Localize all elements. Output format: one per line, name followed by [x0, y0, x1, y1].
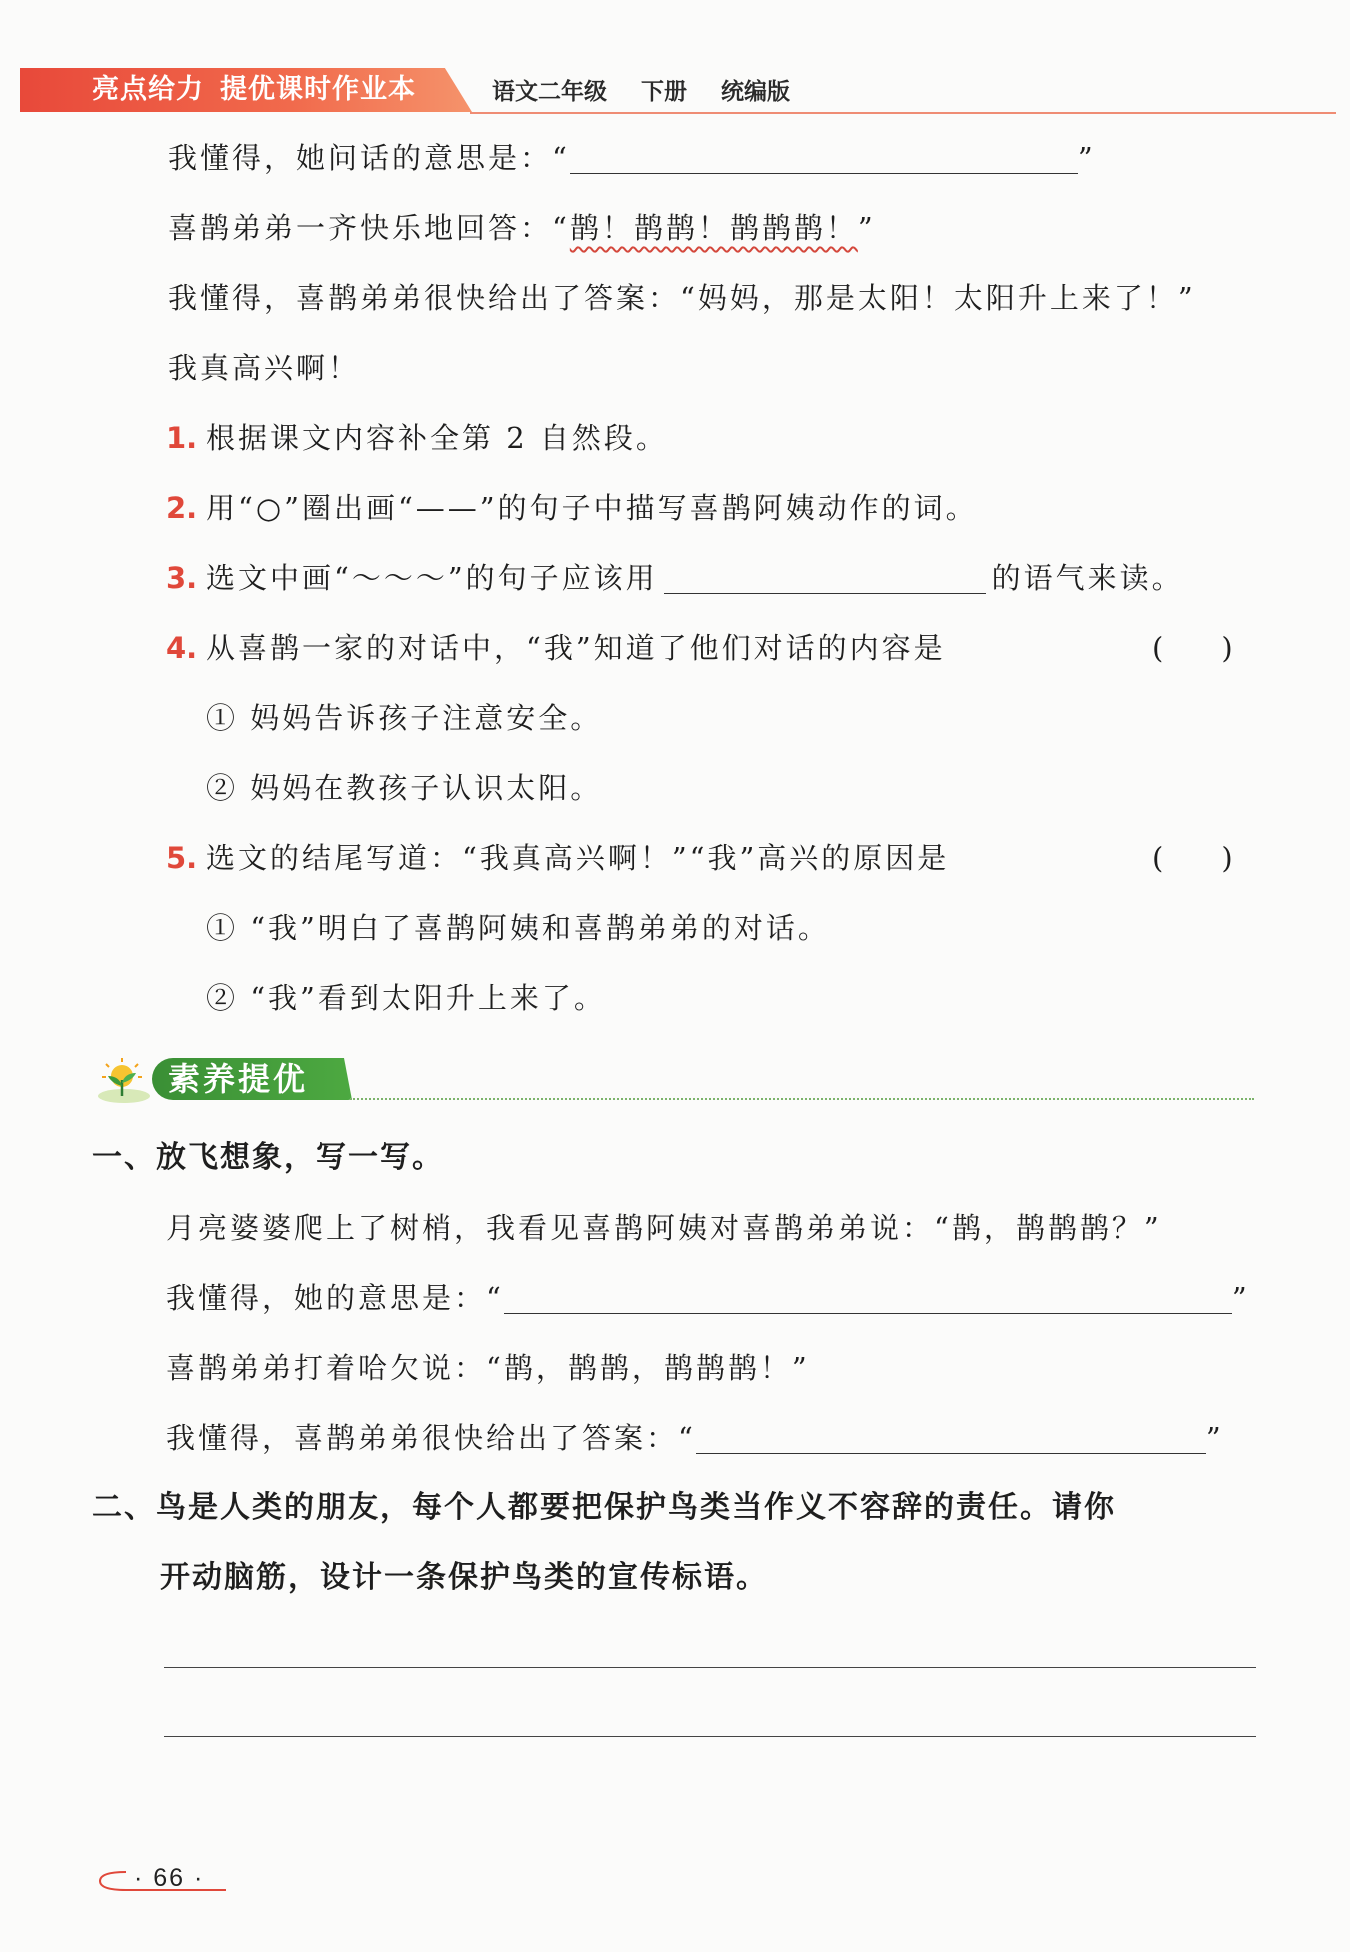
- option-5-1[interactable]: ① “我”明白了喜鹊阿姨和喜鹊弟弟的对话。: [206, 911, 830, 945]
- answer-blank[interactable]: [504, 1283, 1232, 1314]
- close-quote: ”: [1077, 141, 1096, 175]
- question-text: 根据课文内容补全第 2 自然段。: [206, 421, 668, 455]
- series-name: 提优课时作业本: [220, 74, 416, 105]
- question-text-end: 的语气来读。: [991, 561, 1184, 595]
- close-quote: ”: [1231, 1281, 1250, 1315]
- passage-line-2: [168, 206, 876, 250]
- answer-blank[interactable]: [696, 1423, 1206, 1454]
- part1-heading: 一、放飞想象，写一写。: [92, 1140, 444, 1175]
- answer-paren[interactable]: ( ): [1152, 631, 1233, 665]
- part2-heading-line-1: 二、鸟是人类的朋友，每个人都要把保护鸟类当作义不容辞的责任。请你: [92, 1490, 1116, 1525]
- part1-line-4: [166, 1416, 1224, 1460]
- wavy-underlined-sentence: 鹊！鹊鹊！鹊鹊鹊！: [569, 211, 858, 245]
- answer-blank[interactable]: [570, 143, 1078, 174]
- header-info: [492, 74, 816, 110]
- close-quote: ”: [857, 211, 876, 245]
- volume: 下册: [641, 79, 688, 105]
- question-5: [166, 836, 949, 880]
- subject-grade: 语文二年级: [492, 79, 607, 105]
- part1-line-2: [166, 1276, 1250, 1320]
- question-4: [166, 626, 946, 670]
- question-number: 3.: [166, 561, 198, 595]
- part1-line-3: 喜鹊弟弟打着哈欠说：“鹊，鹊鹊，鹊鹊鹊！”: [166, 1351, 810, 1385]
- passage-line-4: 我真高兴啊！: [168, 351, 361, 385]
- question-1: [166, 416, 668, 460]
- question-text: 选文中画“～～～”的句子应该用: [206, 561, 658, 595]
- passage-line-1-text: 我懂得，她问话的意思是：“: [168, 141, 570, 175]
- section-title: 素养提优: [168, 1060, 309, 1098]
- part1-line-1: 月亮婆婆爬上了树梢，我看见喜鹊阿姨对喜鹊弟弟说：“鹊，鹊鹊鹊？”: [166, 1211, 1162, 1245]
- option-5-2[interactable]: ② “我”看到太阳升上来了。: [206, 981, 606, 1015]
- part2-heading-line-2: 开动脑筋，设计一条保护鸟类的宣传标语。: [160, 1560, 768, 1595]
- answer-line-1[interactable]: [164, 1667, 1256, 1668]
- header-rule: [470, 112, 1336, 114]
- close-quote: ”: [1205, 1421, 1224, 1455]
- answer-blank[interactable]: [664, 563, 986, 594]
- question-number: 5.: [166, 841, 198, 875]
- part1-line-2-text: 我懂得，她的意思是：“: [166, 1281, 504, 1315]
- question-number: 2.: [166, 491, 198, 525]
- option-4-2[interactable]: ② 妈妈在教孩子认识太阳。: [206, 771, 603, 805]
- passage-line-1: [168, 136, 1096, 180]
- question-2: [166, 486, 978, 530]
- brand-name: 亮点给力: [92, 74, 204, 105]
- part1-line-4-text: 我懂得，喜鹊弟弟很快给出了答案：“: [166, 1421, 696, 1455]
- question-number: 1.: [166, 421, 198, 455]
- question-3: [166, 556, 1184, 600]
- passage-line-3: 我懂得，喜鹊弟弟很快给出了答案：“妈妈，那是太阳！太阳升上来了！”: [168, 281, 1196, 315]
- question-number: 4.: [166, 631, 198, 665]
- question-text: 用“○”圈出画“——”的句子中描写喜鹊阿姨动作的词。: [206, 491, 978, 525]
- answer-line-2[interactable]: [164, 1736, 1256, 1737]
- edition: 统编版: [721, 79, 791, 105]
- page-number: · 66 ·: [134, 1864, 205, 1892]
- option-4-1[interactable]: ① 妈妈告诉孩子注意安全。: [206, 701, 603, 735]
- answer-paren[interactable]: ( ): [1152, 841, 1233, 875]
- passage-line-2-text: 喜鹊弟弟一齐快乐地回答：“: [168, 211, 570, 245]
- header-brand: [92, 72, 416, 108]
- section-dotted-rule: [350, 1098, 1254, 1100]
- question-text: 从喜鹊一家的对话中，“我”知道了他们对话的内容是: [206, 631, 946, 665]
- question-text: 选文的结尾写道：“我真高兴啊！”“我”高兴的原因是: [206, 841, 950, 875]
- sprout-sun-icon: [92, 1050, 152, 1110]
